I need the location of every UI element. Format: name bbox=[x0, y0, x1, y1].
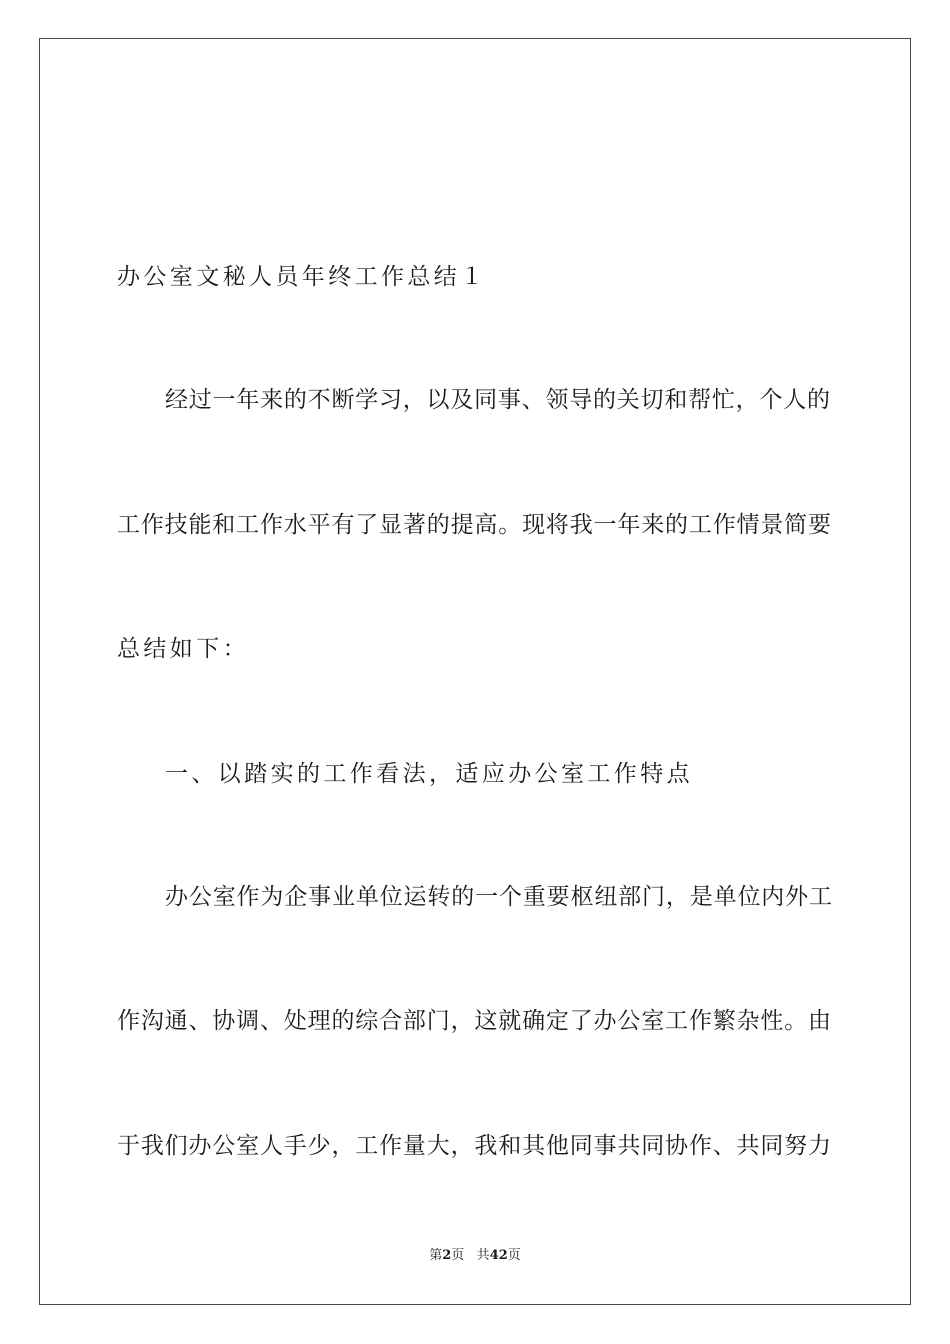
page-border bbox=[39, 38, 911, 1305]
paragraph-line: 经过一年来的不断学习，以及同事、领导的关切和帮忙，个人的 bbox=[165, 387, 830, 413]
page-footer bbox=[0, 1247, 950, 1265]
page-number: 2 bbox=[442, 1248, 452, 1263]
page-prefix: 第 bbox=[429, 1248, 443, 1263]
paragraph-line: 总结如下： bbox=[117, 636, 249, 662]
paragraph-line: 于我们办公室人手少，工作量大，我和其他同事共同协作、共同努力 bbox=[117, 1133, 831, 1159]
section-heading: 一、以踏实的工作看法，适应办公室工作特点 bbox=[165, 761, 693, 787]
paragraph-line: 作沟通、协调、处理的综合部门，这就确定了办公室工作繁杂性。由 bbox=[117, 1008, 831, 1034]
total-pages: 42 bbox=[489, 1248, 508, 1263]
paragraph-line: 办公室作为企事业单位运转的一个重要枢纽部门，是单位内外工 bbox=[165, 884, 832, 910]
document-title: 办公室文秘人员年终工作总结１ bbox=[117, 264, 487, 290]
paragraph-line: 工作技能和工作水平有了显著的提高。现将我一年来的工作情景简要 bbox=[117, 512, 831, 538]
total-suffix: 页 bbox=[507, 1248, 521, 1263]
page-suffix: 页 bbox=[451, 1248, 465, 1263]
total-prefix: 共 bbox=[476, 1248, 490, 1263]
